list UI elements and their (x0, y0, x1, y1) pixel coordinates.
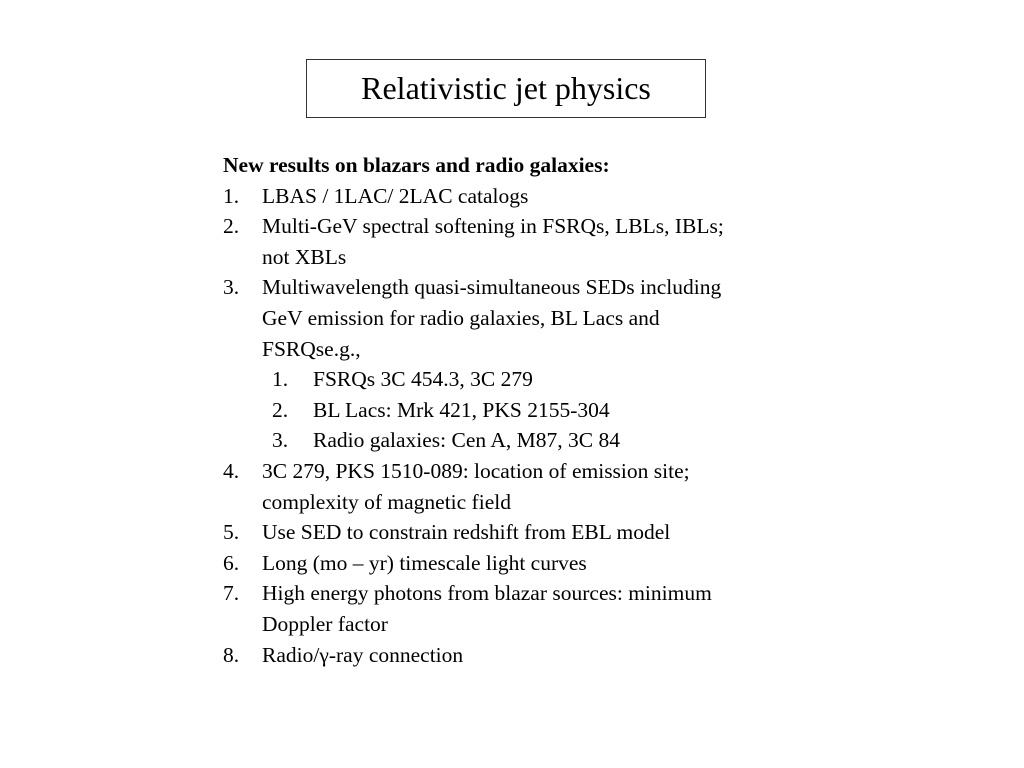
list-item (223, 578, 823, 639)
list-item (223, 272, 823, 364)
list-number: 5. (223, 520, 240, 545)
list-number: 1. (223, 183, 240, 208)
list-number: 8. (223, 642, 240, 667)
slide-title: Relativistic jet physics (361, 70, 651, 106)
list-line: LBAS / 1LAC/ 2LAC catalogs (262, 183, 529, 208)
sub-list-text: BL Lacs: Mrk 421, PKS 2155-304 (313, 397, 610, 422)
sub-list-item (223, 425, 823, 456)
sub-list-item (223, 395, 823, 426)
list-line: not XBLs (262, 244, 347, 269)
list-text (262, 517, 823, 548)
list-item (223, 517, 823, 548)
list-text (262, 181, 823, 212)
list-number: 4. (223, 458, 240, 483)
list-line: complexity of magnetic field (262, 489, 511, 514)
section-heading: New results on blazars and radio galaxies: (223, 153, 610, 177)
list-line: FSRQse.g., (262, 336, 361, 361)
list-text (262, 578, 823, 639)
sub-list-item (223, 364, 823, 395)
list-item (223, 640, 823, 671)
list-text (262, 211, 823, 272)
list-item (223, 548, 823, 579)
list-line: Long (mo – yr) timescale light curves (262, 550, 587, 575)
list-line: High energy photons from blazar sources: minimum (262, 581, 712, 606)
sub-list-number: 1. (272, 367, 289, 392)
sub-list-number: 3. (272, 428, 289, 453)
list-item (223, 456, 823, 517)
list-number: 7. (223, 581, 240, 606)
sub-list-number: 2. (272, 397, 289, 422)
list-text (262, 640, 823, 671)
sub-list-text: Radio galaxies: Cen A, M87, 3C 84 (313, 428, 620, 453)
list-number: 6. (223, 550, 240, 575)
list-number: 2. (223, 214, 240, 239)
list-line: Multi-GeV spectral softening in FSRQs, LBLs, IBLs; (262, 214, 724, 239)
slide-title-box (306, 59, 706, 118)
list-line: 3C 279, PKS 1510-089: location of emission site; (262, 458, 690, 483)
list-item (223, 181, 823, 212)
list-text (262, 272, 823, 364)
list-line: Multiwavelength quasi-simultaneous SEDs including (262, 275, 722, 300)
list-text (262, 548, 823, 579)
sub-list-text: FSRQs 3C 454.3, 3C 279 (313, 367, 533, 392)
list-text (262, 456, 823, 517)
slide-content (223, 150, 823, 670)
list-item (223, 211, 823, 272)
list-line: Radio/γ-ray connection (262, 642, 464, 667)
list-line: Doppler factor (262, 611, 388, 636)
list-line: Use SED to constrain redshift from EBL model (262, 520, 671, 545)
list-line: GeV emission for radio galaxies, BL Lacs and (262, 305, 660, 330)
list-number: 3. (223, 275, 240, 300)
